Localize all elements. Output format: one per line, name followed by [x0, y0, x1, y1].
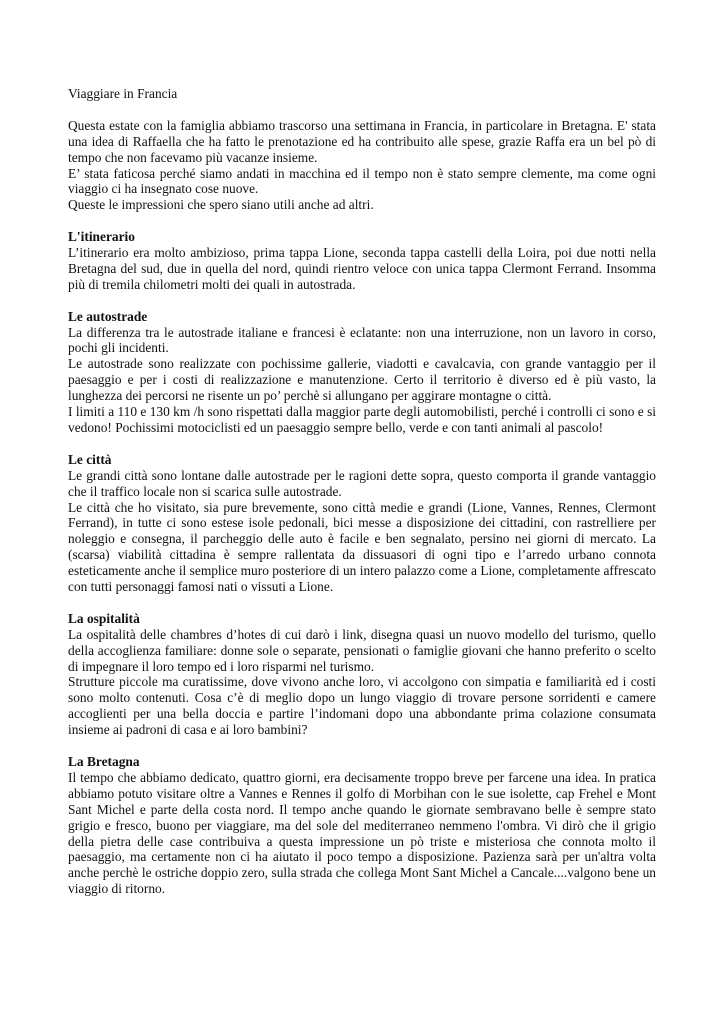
section-paragraph: L’itinerario era molto ambizioso, prima tappa Lione, seconda tappa castelli della Loira, poi due notti nella Bretagna del sud, due in quella del nord, quindi rientro veloce con unica tappa Clermont Ferrand. Insomma più di tremila chilometri molti dei quali in autostrada.: [68, 245, 656, 292]
section-paragraph: Le grandi città sono lontane dalle autostrade per le ragioni dette sopra, questo comporta il grande vantaggio che il traffico locale non si scarica sulle autostrade.: [68, 467, 656, 499]
section-paragraph: Strutture piccole ma curatissime, dove vivono anche loro, vi accolgono con simpatia e familiarità ed i costi sono molto contenuti. Cosa c’è di meglio dopo un lungo viaggio di trovare persone sorridenti e camere accoglienti per una bella doccia e partire l’indomani dopo una abbondante prima colazione consumata insieme ai padroni di casa e ai loro bambini?: [68, 674, 656, 738]
document-title: Viaggiare in Francia: [68, 86, 178, 101]
section-autostrade: [68, 309, 656, 436]
section-heading: Le autostrade: [68, 308, 148, 324]
section-heading: L'itinerario: [68, 229, 135, 245]
section-paragraph: La ospitalità delle chambres d’hotes di cui darò i link, disegna quasi un nuovo modello del turismo, quello della accoglienza familiare: donne sole o separate, pensionati o famiglie giovani che hanno preferito o scelto di impegnare il loro tempo ed i loro risparmi nel turismo.: [68, 626, 656, 674]
intro-paragraph: Queste le impressioni che spero siano utili anche ad altri.: [68, 197, 374, 213]
section-paragraph: La differenza tra le autostrade italiane e francesi è eclatante: non una interruzione, non un lavoro in corso, pochi gli incidenti.: [68, 324, 656, 356]
section-paragraph: I limiti a 110 e 130 km /h sono rispettati dalla maggior parte degli automobilisti, perché i controlli ci sono e si vedono! Pochissimi motociclisti ed un paesaggio sempre bello, verde e con tanti animali al pascolo!: [68, 404, 656, 435]
intro-paragraph: Questa estate con la famiglia abbiamo trascorso una settimana in Francia, in particolare in Bretagna. E' stata una idea di Raffaella che ha fatto le prenotazione ed ha contribuito alle spese, grazie Raffa era un bel pò di tempo che non facevamo più vacanze insieme.: [68, 117, 656, 165]
section-paragraph: Il tempo che abbiamo dedicato, quattro giorni, era decisamente troppo breve per farcene una idea. In pratica abbiamo potuto visitare oltre a Vannes e Rennes il golfo di Morbihan con le sue isolette, cap Frehel e Mont Sant Michel e parte della costa nord. Il tempo anche quando le giornate sembravano belle è sempre stato grigio e fresco, buono per viaggiare, ma del sole del mediterraneo nemmeno l'ombra. Vi dirò che il grigio della pietra delle case contribuiva a questa impressione un pò triste e misteriosa che connota molto il paesaggio, ma certamente non ci ha aiutato il poco tempo a disposizione. Pazienza sarà per un'altra volta anche perchè le ostriche doppio zero, sulla strada che collega Mont Sant Michel a Cancale....valgono bene un viaggio di ritorno.: [68, 769, 656, 897]
intro-paragraph: E’ stata faticosa perché siamo andati in macchina ed il tempo non è stato sempre clemente, ma come ogni viaggio ci ha insegnato cose nuove.: [68, 165, 656, 197]
section-bretagna: [68, 754, 656, 897]
section-ospitalita: [68, 611, 656, 738]
section-citta: [68, 452, 656, 595]
document-page: [68, 86, 656, 913]
section-itinerario: [68, 229, 656, 293]
intro-section: [68, 118, 656, 213]
section-heading: Le città: [68, 451, 112, 467]
section-heading: La ospitalità: [68, 610, 140, 626]
section-paragraph: Le autostrade sono realizzate con pochissime gallerie, viadotti e cavalcavia, con grande vantaggio per il paesaggio e per i costi di realizzazione e manutenzione. Certo il territorio è diverso ed è più vasto, la lunghezza dei percorsi ne risente un po’ perchè si allungano per aggirare montagne o città.: [68, 356, 656, 404]
section-paragraph: Le città che ho visitato, sia pure brevemente, sono città medie e grandi (Lione, Vannes, Rennes, Clermont Ferrand), in tutte ci sono estese isole pedonali, bici messe a disposizione dei cittadini, con rastrelliere per noleggio e consegna, il parcheggio delle auto è facile e ben segnalato, persino nei giorni di mercato. La (scarsa) viabilità cittadina è sempre rallentata da dissuasori di ogni tipo e l’arredo urbano connota esteticamente anche il semplice muro posteriore di un intero palazzo come a Lione, completamente affrescato con tutti personaggi famosi nati o vissuti a Lione.: [68, 499, 656, 595]
section-heading: La Bretagna: [68, 753, 140, 769]
